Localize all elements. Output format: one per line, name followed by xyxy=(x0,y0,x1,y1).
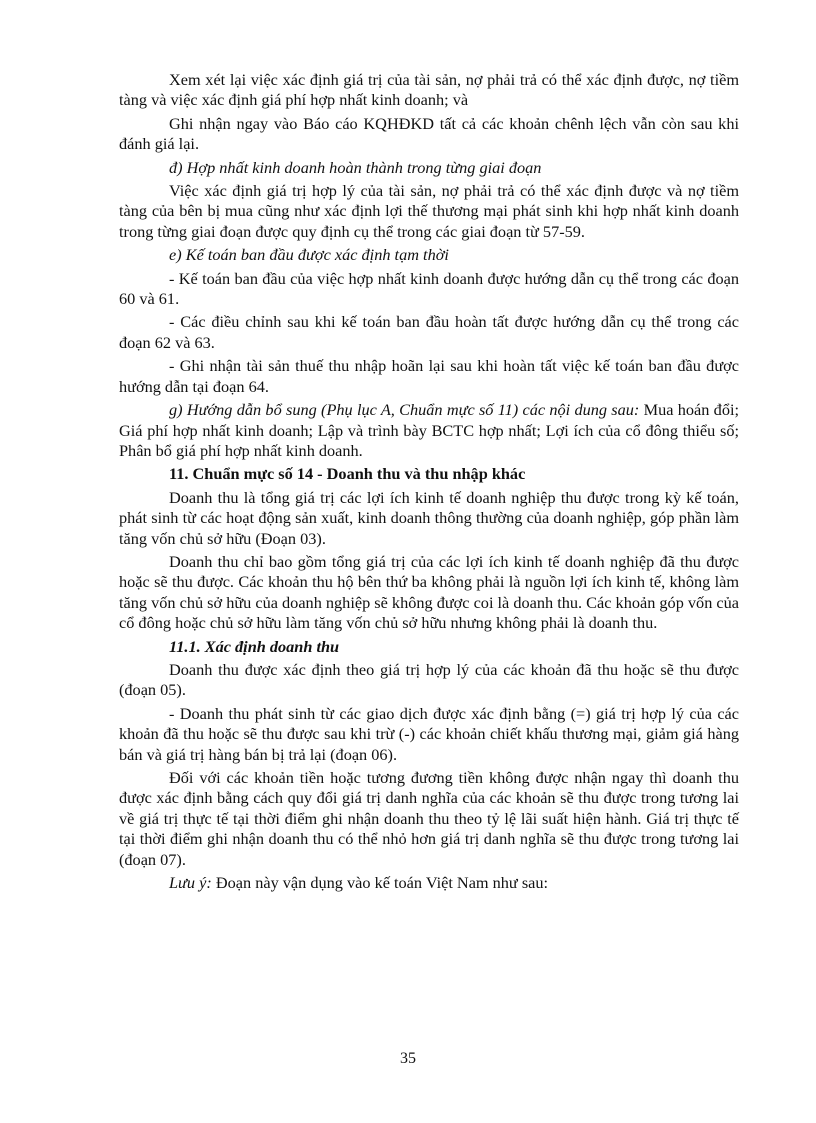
paragraph-deferred-tax: - Ghi nhận tài sản thuế thu nhập hoãn lại sau khi hoàn tất việc kế toán ban đầu được hướng dẫn tại đoạn 64. xyxy=(119,356,739,396)
subheading-provisional-accounting: e) Kế toán ban đầu được xác định tạm thời xyxy=(169,245,449,265)
paragraph-reevaluate: Xem xét lại việc xác định giá trị của tài sản, nợ phải trả có thể xác định được, nợ tiềm tàng và việc xác định giá phí hợp nhất kinh doanh; và xyxy=(119,70,739,110)
additional-guidance-text: Mua hoán đổi; Giá phí hợp nhất kinh doanh; Lập và trình bày BCTC hợp nhất; Lợi ích của cổ đông thiểu số; Phân bổ giá phí hợp nhất kinh doanh. xyxy=(119,400,740,460)
page-number: 35 xyxy=(400,1050,416,1067)
additional-guidance-lead: g) Hướng dẫn bổ sung (Phụ lục A, Chuẩn mực số 11) các nội dung sau: xyxy=(169,400,640,420)
paragraph-staged-fair-value: Việc xác định giá trị hợp lý của tài sản, nợ phải trả có thể xác định được và nợ tiềm tàng của bên bị mua cũng như xác định lợi thế thương mại phát sinh khi hợp nhất kinh doanh trong từng giai đoạn được quy định cụ thể trong các giai đoạn từ 57-59. xyxy=(119,181,739,241)
paragraph-revenue-definition: Doanh thu là tổng giá trị các lợi ích kinh tế doanh nghiệp thu được trong kỳ kế toán, phát sinh từ các hoạt động sản xuất, kinh doanh thông thường của doanh nghiệp, góp phần làm tăng vốn chủ sở hữu (Đoạn 03). xyxy=(119,487,739,548)
paragraph-adjustments: - Các điều chỉnh sau khi kế toán ban đầu hoàn tất được hướng dẫn cụ thể trong các đoạn 62 và 63. xyxy=(119,312,739,352)
page-body xyxy=(119,70,739,896)
note-text: Đoạn này vận dụng vào kế toán Việt Nam như sau: xyxy=(211,873,549,893)
section-heading-standard-14: 11. Chuẩn mực số 14 - Doanh thu và thu nhập khác xyxy=(169,464,526,484)
note-lead: Lưu ý: xyxy=(169,873,212,893)
paragraph-fair-value: Doanh thu được xác định theo giá trị hợp lý của các khoản đã thu hoặc sẽ thu được (đoạn 05). xyxy=(119,659,739,700)
paragraph-additional-guidance xyxy=(119,400,739,461)
subheading-staged-combination: đ) Hợp nhất kinh doanh hoàn thành trong từng giai đoạn xyxy=(169,157,542,177)
paragraph-transaction-revenue: - Doanh thu phát sinh từ các giao dịch được xác định bằng (=) giá trị hợp lý của các khoản đã thu hoặc sẽ thu được sau khi trừ (-) các khoản chiết khấu thương mại, giảm giá hàng bán và giá trị hàng bán bị trả lại (đoạn 06). xyxy=(119,703,739,764)
subsection-heading-measurement: 11.1. Xác định doanh thu xyxy=(169,636,340,656)
paragraph-initial-accounting: - Kế toán ban đầu của việc hợp nhất kinh doanh được hướng dẫn cụ thể trong các đoạn 60 và 61. xyxy=(119,268,739,309)
paragraph-recognize-difference: Ghi nhận ngay vào Báo cáo KQHĐKD tất cả các khoản chênh lệch vẫn còn sau khi đánh giá lại. xyxy=(119,113,739,154)
paragraph-revenue-scope: Doanh thu chỉ bao gồm tổng giá trị của các lợi ích kinh tế doanh nghiệp đã thu được hoặc sẽ thu được. Các khoản thu hộ bên thứ ba không phải là nguồn lợi ích kinh tế, không làm tăng vốn chủ sở hữu của doanh nghiệp sẽ không được coi là doanh thu. Các khoản góp vốn của cổ đông hoặc chủ sở hữu làm tăng vốn chủ sở hữu nhưng không phải là doanh thu. xyxy=(119,551,739,633)
paragraph-note xyxy=(119,873,739,893)
paragraph-deferred-receipt: Đối với các khoản tiền hoặc tương đương tiền không được nhận ngay thì doanh thu được xác định bằng cách quy đổi giá trị danh nghĩa của các khoản sẽ thu được trong tương lai về giá trị thực tế tại thời điểm ghi nhận doanh thu theo tỷ lệ lãi suất hiện hành. Giá trị thực tế tại thời điểm ghi nhận doanh thu có thể nhỏ hơn giá trị danh nghĩa sẽ thu được trong tương lai (đoạn 07). xyxy=(119,768,739,869)
